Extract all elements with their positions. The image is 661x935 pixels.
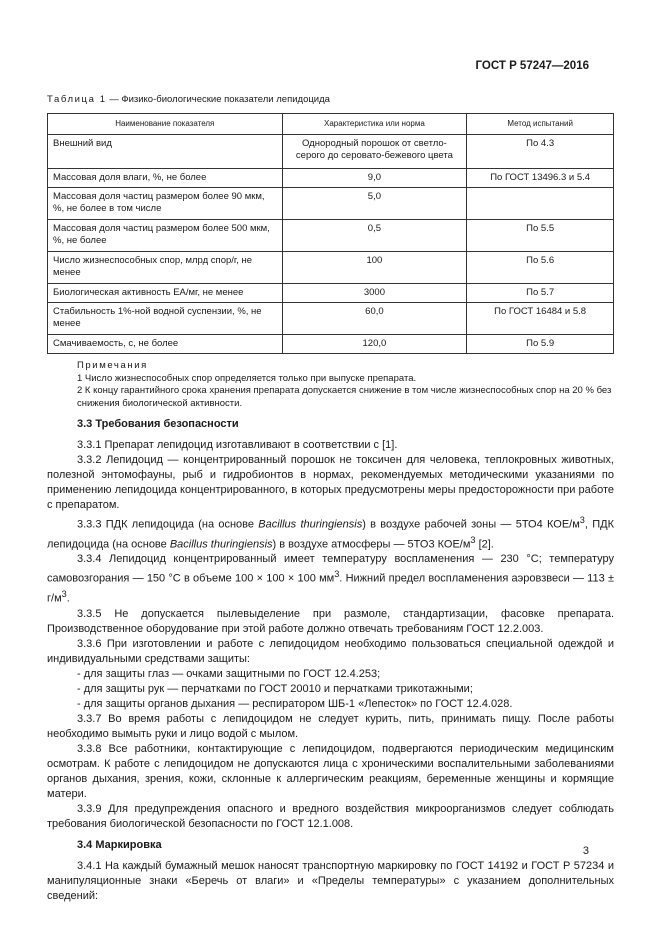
table-cell: 120,0 — [282, 335, 467, 354]
text-run: [2]. — [475, 538, 494, 551]
notes-title: Примечания — [77, 360, 148, 371]
table-cell: Массовая доля влаги, %, не более — [48, 169, 283, 188]
document-header: ГОСТ Р 57247—2016 — [475, 60, 589, 72]
species-name: Bacillus thuringiensis — [169, 538, 273, 551]
paragraph-mpc — [47, 513, 614, 552]
table-cell: 100 — [282, 252, 467, 284]
table-row — [48, 135, 614, 169]
note-1: 1 Число жизнеспособных спор определяется только при выпуске препарата. — [77, 372, 417, 384]
text-run: 3.3.3 ПДК лепидоцида (на основе — [77, 518, 259, 531]
paragraph: 3.3.8 Все работники, контактирующие с лепидоцидом, подвергаются периодическим медицинским осмотрам. К работе с лепидоцидом не допускаются лица с хроническими воспалительными заболеваниями органов дыхания, зрения, кожи, склонные к аллергическим реакциям, беременные женщины и кормящие матери. — [47, 742, 614, 800]
table-cell: Массовая доля частиц размером более 90 мкм, %, не более в том числе — [48, 188, 283, 220]
note-2: 2 К концу гарантийного срока хранения препарата допускается снижение в том числе жизнеспособных спор на 20 % без снижения биологической активности. — [77, 385, 612, 409]
table-caption-text: — Физико-биологические показатели лепидоцида — [106, 94, 330, 105]
list-item: - для защиты глаз — очками защитными по ГОСТ 12.4.253; — [77, 667, 381, 680]
section-heading-safety: 3.3 Требования безопасности — [77, 418, 239, 430]
superscript: 3 — [470, 534, 476, 545]
text-run: ) в воздухе атмосферы — 5ТО3 КОЕ/м — [272, 538, 471, 551]
table-cell: 60,0 — [282, 303, 467, 335]
table-row — [48, 303, 614, 335]
paragraph-ignition — [47, 552, 614, 606]
table-cell: 3000 — [282, 284, 467, 303]
document-body — [47, 417, 614, 904]
table-cell: По 4.3 — [467, 135, 614, 169]
table-row — [48, 169, 614, 188]
column-header: Наименование показателя — [48, 114, 283, 135]
table-cell: Биологическая активность ЕА/мг, не менее — [48, 284, 283, 303]
table-cell — [467, 188, 614, 220]
superscript: 3 — [579, 515, 585, 525]
table-cell: По ГОСТ 13496.3 и 5.4 — [467, 169, 614, 188]
page-number: 3 — [582, 845, 589, 857]
table-cell: Число жизнеспособных спор, млрд спор/г, не менее — [48, 252, 283, 284]
superscript: 3 — [61, 588, 67, 599]
section-heading-marking: 3.4 Маркировка — [77, 838, 162, 851]
table-cell: Массовая доля частиц размером более 500 мкм, %, не более — [48, 220, 283, 252]
table-row — [48, 220, 614, 252]
table-cell: Однородный порошок от светло-серого до серовато-бежевого цвета — [282, 135, 467, 169]
table-caption — [47, 94, 330, 105]
paragraph: 3.4.1 На каждый бумажный мешок наносят транспортную маркировку по ГОСТ 14192 и ГОСТ Р 57234 и манипуляционные знаки «Беречь от влаги» и «Пределы температуры» с указанием дополнительных сведений: — [47, 859, 614, 902]
list-item: - для защиты органов дыхания — респиратором ШБ-1 «Лепесток» по ГОСТ 12.4.028. — [77, 697, 513, 710]
table-cell: Стабильность 1%-ной водной суспензии, %, не менее — [48, 303, 283, 335]
table-cell: 9,0 — [282, 169, 467, 188]
text-run: 3.3.4 Лепидоцид концентрированный имеет температуру воспламенения — 230 °С; температуру самовозгорания — 150 °С в объеме 100 × 100 × 100 мм — [47, 553, 614, 585]
table-cell: По 5.5 — [467, 220, 614, 252]
table-row — [48, 284, 614, 303]
text-run: . — [66, 592, 70, 605]
text-run: . Нижний предел воспламенения аэровзвеси — 113 ± г/м — [47, 572, 614, 605]
paragraph: 3.3.2 Лепидоцид — концентрированный порошок не токсичен для человека, теплокровных животных, полезной энтомофауны, рыб и гидробионтов в нормах, рекомендуемых методическими указаниями по применению лепидоцида концентрированного, в которых предусмотрены меры предосторожности при работе с препаратом. — [47, 454, 614, 511]
table-row — [48, 188, 614, 220]
table-cell: Смачиваемость, с, не более — [48, 335, 283, 354]
table-cell: По ГОСТ 16484 и 5.8 — [467, 303, 614, 335]
paragraph: 3.3.5 Не допускается пылевыделение при размоле, стандартизации, фасовке препарата. Производственное оборудование при этой работе должно отвечать требованиям ГОСТ 12.2.003. — [47, 607, 614, 635]
paragraph: 3.3.1 Препарат лепидоцид изготавливают в соответствии с [1]. — [77, 439, 398, 451]
table-cell: 0,5 — [282, 220, 467, 252]
paragraph: 3.3.7 Во время работы с лепидоцидом не следует курить, пить, принимать пищу. После работы необходимо вымыть руки и лицо водой с мылом. — [47, 712, 614, 740]
table-caption-label: Таблица 1 — [47, 94, 107, 105]
table-cell: По 5.9 — [467, 335, 614, 354]
column-header: Метод испытаний — [467, 114, 614, 135]
table-header-row — [48, 114, 614, 135]
table-row — [48, 252, 614, 284]
table-cell: Внешний вид — [48, 135, 283, 169]
text-run: , ПДК лепидоцида (на основе — [47, 518, 614, 551]
table-cell: По 5.7 — [467, 284, 614, 303]
paragraph: 3.3.9 Для предупреждения опасного и вредного воздействия микроорганизмов следует соблюдать требования биологической безопасности по ГОСТ 12.1.008. — [47, 802, 614, 830]
column-header: Характеристика или норма — [282, 114, 467, 135]
text-run: ) в воздухе рабочей зоны — 5ТО4 КОЕ/м — [362, 518, 580, 531]
list-item: - для защиты рук — перчатками по ГОСТ 20010 и перчатками трикотажными; — [77, 682, 473, 695]
paragraph: 3.3.6 При изготовлении и работе с лепидоцидом необходимо пользоваться специальной одеждой и индивидуальными средствами защиты: — [47, 637, 614, 665]
table-cell: 5,0 — [282, 188, 467, 220]
table-row — [48, 335, 614, 354]
superscript: 3 — [334, 569, 340, 580]
table-cell: По 5.6 — [467, 252, 614, 284]
species-name: Bacillus thuringiensis — [258, 518, 363, 531]
table-notes — [47, 360, 614, 410]
spec-table — [47, 113, 614, 354]
